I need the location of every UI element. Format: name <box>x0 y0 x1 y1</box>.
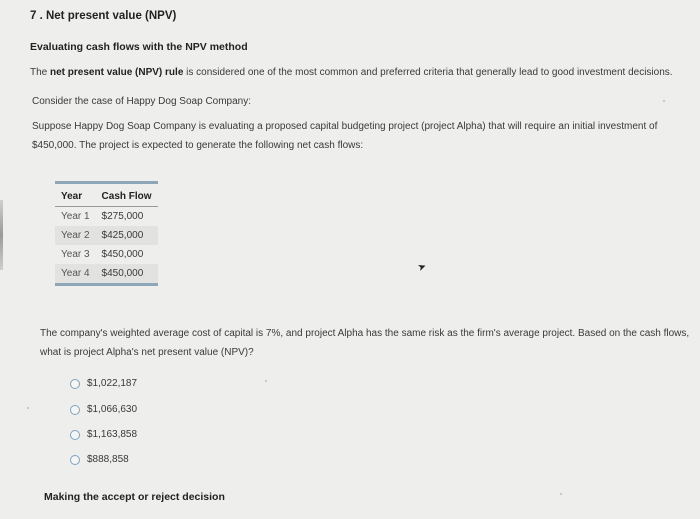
answer-option-2[interactable] <box>70 404 137 415</box>
left-edge-bar <box>0 200 3 270</box>
year-cell: Year 3 <box>61 249 90 260</box>
speck <box>27 407 29 409</box>
case-line: Consider the case of Happy Dog Soap Company: <box>32 96 252 107</box>
section-title: Evaluating cash flows with the NPV method <box>30 41 248 53</box>
prompt-line-2: what is project Alpha's net present value (NPV)? <box>40 347 254 358</box>
table-row <box>55 245 158 264</box>
cash-flow-header: Cash Flow <box>96 183 158 207</box>
year-cell: Year 4 <box>55 264 96 285</box>
option-label[interactable]: $888,858 <box>87 454 129 465</box>
cash-cell: $275,000 <box>101 211 144 222</box>
cash-flow-table <box>55 181 158 286</box>
option-label[interactable]: $1,066,630 <box>87 404 138 415</box>
intro-pre: The <box>30 67 51 78</box>
option-label[interactable]: $1,163,858 <box>87 429 138 440</box>
cash-cell: $425,000 <box>96 226 158 245</box>
prompt-line-1: The company's weighted average cost of capital is 7%, and project Alpha has the same risk as the firm's average project. Based on the cash flows, <box>40 328 690 339</box>
cash-cell: $450,000 <box>101 249 144 260</box>
table-row <box>55 207 158 227</box>
radio-button-icon[interactable] <box>70 379 80 389</box>
npv-rule-term: net present value (NPV) rule <box>50 67 184 78</box>
intro-paragraph <box>30 67 673 78</box>
year-header: Year <box>55 183 96 207</box>
option-label[interactable]: $1,022,187 <box>87 378 138 389</box>
scenario-line-1: Suppose Happy Dog Soap Company is evaluating a proposed capital budgeting project (project Alpha) that will require an initial investment of <box>32 121 658 132</box>
scenario-line-2: $450,000. The project is expected to generate the following net cash flows: <box>32 140 364 151</box>
table-row <box>55 226 158 245</box>
radio-button-icon[interactable] <box>70 405 80 415</box>
radio-button-icon[interactable] <box>70 455 80 465</box>
cash-cell: $450,000 <box>96 264 158 285</box>
table-row <box>55 264 158 285</box>
mouse-pointer-icon: ➤ <box>416 260 429 275</box>
speck <box>663 100 665 102</box>
intro-post: is considered one of the most common and preferred criteria that generally lead to good investment decisions. <box>183 67 673 78</box>
answer-option-3[interactable] <box>70 429 137 440</box>
answer-option-4[interactable] <box>70 454 129 465</box>
answer-option-1[interactable] <box>70 378 137 389</box>
year-cell: Year 1 <box>61 211 90 222</box>
question-title: 7 . Net present value (NPV) <box>30 10 177 22</box>
speck <box>265 380 267 382</box>
speck <box>560 493 562 495</box>
year-cell: Year 2 <box>55 226 96 245</box>
radio-button-icon[interactable] <box>70 430 80 440</box>
next-section-title: Making the accept or reject decision <box>44 491 225 503</box>
